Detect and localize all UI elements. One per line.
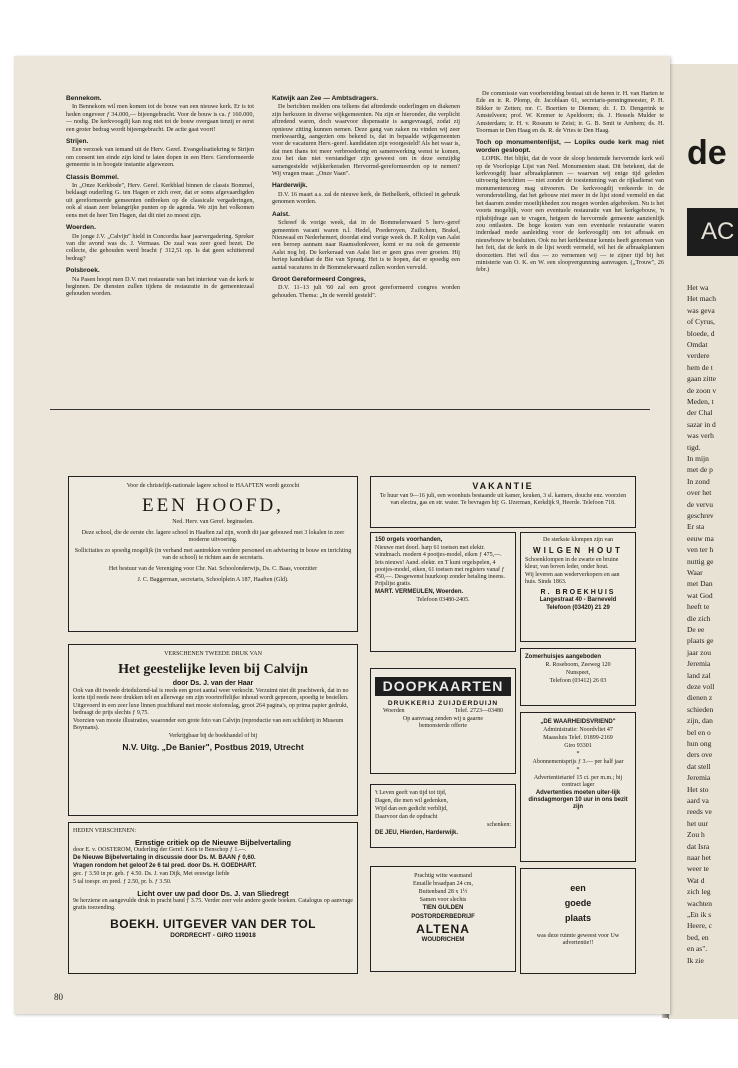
article-heading: Katwijk aan Zee — Ambtsdragers. bbox=[272, 95, 379, 102]
right-page-line: was verh bbox=[687, 431, 714, 441]
ad-text: Sollicitaties zo spoedig mogelijk (in verband met aantrekken verdere personeel en advisering in bouw en inrichting van de school) te richten aan de secretaris. bbox=[74, 548, 352, 561]
ad-text: Dagen, die men wil gedenken, bbox=[375, 798, 448, 804]
ad-text: Advertenties moeten uiter-lijk dinsdagmorgen 10 uur in ons bezit zijn bbox=[528, 790, 628, 810]
ad-text: Buitenband 28 x 1½ bbox=[418, 889, 468, 895]
ad-text: Wij leveren aan wederverkopers en aan huis. Sinds 1863. bbox=[525, 572, 620, 585]
ad-text: Advertentietarief 15 ct. per m.m.; bij contract lager bbox=[533, 775, 623, 788]
right-page-line: Het sto bbox=[687, 784, 709, 794]
ad-text: Woerden bbox=[383, 708, 405, 714]
ad-text: goede bbox=[564, 898, 592, 908]
right-page-line: tigd. bbox=[687, 442, 701, 452]
ad-text: Daarvoor dan de opdracht bbox=[375, 814, 438, 820]
article-heading: Harderwijk. bbox=[272, 182, 308, 190]
right-page-line: Zou h bbox=[687, 830, 705, 840]
ad-text: Deze school, die de eerste chr. lagere school in Haaften zal zijn, wordt dit jaar gebouwd met 3 lokalen in zeer moderne uitvoering. bbox=[81, 530, 345, 543]
right-page-line: der Chal bbox=[687, 408, 713, 418]
ad-text: Samen voor slechts bbox=[419, 897, 467, 903]
right-page-line: Het mach bbox=[687, 294, 716, 304]
right-page-line: over het bbox=[687, 488, 712, 498]
ad-title: VAKANTIE bbox=[472, 481, 534, 491]
article-body: De berichten melden ons telkens dat aftredende ouderlingen en diakenen zijn herkozen in diverse wijkgemeenten. Nu zijn er hieronder, die verplicht aftredend waren, doch waarvoor dispensatie is aangevraagd, zodat zij opnieuw zitting kunnen nemen. Deze gang van zaken nu vinden wij zeer merkwaardig, aangezien ons bekend is, dat in bepaalde wijkgemeenten voor de vacaturen Herv.-geref. kandidaten zijn voorgesteld! Als het waar is, dat men thans tot meer verbroedering en samenwerking wenst te komen, zou het dan niet verstandiger zijn geweest om in deze eenzijdig samengestelde wijkkerkeraden Hervormd-gereformeerden op te nemen? Wij vragen maar. „Onze Vaan". bbox=[272, 103, 460, 178]
article-heading: Polsbroek. bbox=[66, 267, 100, 275]
right-page-line: gaan zitte bbox=[687, 374, 716, 384]
ad-text: schenken: bbox=[487, 822, 511, 828]
right-page-line: Het wa bbox=[687, 283, 709, 292]
right-page-line: en as". bbox=[687, 944, 708, 954]
right-page-line: met Dan bbox=[687, 579, 713, 589]
right-page-line: sazar in d bbox=[687, 419, 716, 429]
right-page-line: „En ik s bbox=[687, 910, 712, 919]
ad-text: MART. VERMEULEN, Woerden. bbox=[375, 589, 464, 595]
ad-text: Telefoon (03420) 21 29 bbox=[546, 605, 610, 611]
right-page-line: Jeremia bbox=[687, 773, 711, 783]
ad-divider: * bbox=[576, 751, 580, 757]
right-page-line: De ee bbox=[687, 625, 705, 634]
right-page-line: met de p bbox=[687, 465, 713, 475]
article-body: In Bennekom wil men komen tot de bouw van een nieuwe kerk. Er is tot heden ongeveer ƒ 34.000,— bijeengebracht. Voor de bouw is ca. ƒ 160.000,— nodig. De kerkvoogdij kan nog niet tot de bouw overgaan tenzij er eerst een groter bedrag wordt bijeengebracht. De actie gaat voort! bbox=[66, 103, 254, 133]
ad-text: Nunspeet, bbox=[565, 670, 591, 676]
right-page-line: hun ong bbox=[687, 739, 712, 748]
ad-text: Emaille braadpan 24 cm, bbox=[413, 881, 473, 887]
right-page-line: deze voll bbox=[687, 682, 715, 691]
right-page bbox=[668, 64, 738, 1019]
ad-text: De Nieuwe Bijbelvertaling in discussie door Ds. M. BAAN ƒ 0,60. bbox=[73, 855, 256, 861]
ad-zomerhuisjes bbox=[520, 648, 636, 706]
ad-text: Telefoon 03480-2405. bbox=[416, 597, 470, 603]
ad-goede-plaats bbox=[520, 868, 636, 974]
right-page-line: Heere, c bbox=[687, 921, 712, 931]
right-page-line: Ik zie bbox=[687, 955, 704, 965]
ad-text: Ook van dit tweede driedulzend-tal is reeds een groot aantal weer verkocht. Verzuimt niet dit prachtwerk, dat in no korte tijd reeds twee drukken telt en allerwege om zijn voortreffelijke inhoud wordt geprezen, spoedig te bestellen. bbox=[73, 688, 349, 701]
ad-text: WOUDRICHEM bbox=[421, 937, 465, 943]
right-page-line: verdere bbox=[687, 351, 710, 361]
right-page-line: ders ove bbox=[687, 750, 713, 760]
ad-vakantie bbox=[370, 476, 636, 528]
ad-text: was deze ruimte geweest voor Uw advertentie!! bbox=[536, 933, 620, 946]
ad-text: Uitgevoerd in een zeer luxe linnen prachtband met mooie stofomslag, groot 264 pagina's, op prima papier gedrukt, bedraagt de prijs slechts ƒ 9,75. bbox=[73, 703, 349, 716]
ad-text: R. Roseboom, Zeeweg 120 bbox=[545, 662, 611, 668]
col3-articles bbox=[476, 139, 664, 273]
ad-text: Maassluis Telef. 01899-2169 bbox=[543, 735, 613, 741]
right-page-line: plaats ge bbox=[687, 636, 714, 646]
ad-doopkaarten bbox=[370, 668, 516, 774]
ad-text: Langestraat 40 - Barneveld bbox=[539, 597, 617, 603]
ad-text: Iets nieuws! Aand. elektr. en T kunt orgelspelen, 4 pootjes-model, eiken, 61 toetsen met registers vanaf ƒ 450,—. Desgewenst huurkoop zonder betaling ineens. Prijslijst gratis. bbox=[375, 560, 505, 587]
right-page-line: schieden bbox=[687, 704, 714, 714]
ad-text: Verkrijgbaar bij de boekhandel of bij bbox=[168, 733, 258, 739]
right-page-line: bloede, d bbox=[687, 328, 715, 338]
right-page-line: dat stell bbox=[687, 761, 711, 771]
right-page-line: bel en o bbox=[687, 727, 711, 737]
column-2 bbox=[272, 90, 460, 301]
right-page-line: dat Isra bbox=[687, 841, 710, 851]
ad-text: R. BROEKHUIS bbox=[540, 589, 616, 596]
ad-text: plaats bbox=[564, 913, 591, 923]
article-body: LOPIK. Het blijkt, dat de voor de sloop bestemde hervormde kerk wél op de Voorlopige Lijst van Ned. Monumenten staat. Dit betekent, dat de kerkvoogdij haar afbraakplannen — waarvan wij enige tijd geleden uitvoerig berichtten — niet zonder de toestemming van de rijksdienst van monumentenzorg mag uitvoeren. De kerkvoogdij verkeerde in de veronderstelling, dat het gebouw niet meer in de lijst stond vermeld en dat het daarom zonder moeilijkheden zou mogen worden afgebroken. Nu is het voorts mogelijk, voor een eventuele restauratie van het kerkgebouw, 'n rijksbijdrage aan te vragen, hetgeen de hervormde gemeente aanzienlijk zou ontlasten. De hoge kosten van een eventuele restauratie waren inderdaad mede aanleiding voor de kerkvoogdij om tot afbraak en nieuwbouw te besluiten. Ook nu het kerkbestuur kennis heeft genomen van het feit, dat de kerk in de lijst wordt vermeld, wil het de afbraakplannen doorzetten. Het wil dus — zo vernemen wij — te zijner tijd bij het ministerie van O. K. en W. een sloopvergunning aanvragen. („Trouw", 26 febr.) bbox=[476, 155, 664, 274]
right-page-line: Meden, t bbox=[687, 397, 714, 406]
ad-title: DOOPKAARTEN bbox=[375, 677, 511, 696]
ad-wasmand bbox=[370, 866, 516, 972]
right-page-line: was geva bbox=[687, 305, 715, 315]
right-page-line: of Cyrus, bbox=[687, 317, 715, 327]
ad-text: 9e herziene en aangevulde druk in pracht band ƒ 3.75. Verder zeer vele andere goede boeken. Catalogus op aanvrage gratis toezending. bbox=[73, 898, 353, 911]
article-body: Na Pasen hoopt men D.V. met restauratie van het interieur van de kerk te beginnen. De diensten zullen tijdens de restauratie in de gemeentezaal gehouden worden. bbox=[66, 275, 254, 298]
ad-title: Licht over uw pad door Ds. J. van Sliedregt bbox=[137, 889, 289, 898]
article-heading: Strijen. bbox=[66, 138, 89, 146]
article-heading: Classis Bommel. bbox=[66, 173, 119, 181]
article-body: Een verzoek van iemand uit de Herv. Geref. Evangelisatiekring te Strijen om consent ten einde zijn kind te laten dopen in een Herv. Gereformeerde gemeente is in hoogste instantie afgewezen. bbox=[66, 146, 254, 169]
right-page-line: het uur bbox=[687, 818, 709, 828]
ad-publisher: N.V. Uitg. „De Banier", Postbus 2019, Utrecht bbox=[122, 742, 304, 752]
ad-text: Schoenklompen in de zwarte en bruine kleur, van boven leder, onder hout. bbox=[525, 557, 619, 570]
right-page-line: dienen z bbox=[687, 693, 713, 703]
ad-title: ALTENA bbox=[416, 922, 470, 936]
ad-text: door E. v. OOSTEROM, Ouderling der Geref. Kerk te Benschop ƒ 1.—. bbox=[73, 847, 247, 853]
ad-text: Telefoon (03412) 26 03 bbox=[549, 678, 607, 684]
article-heading: Woerden. bbox=[66, 224, 96, 232]
ad-title: Ernstige critiek op de Nieuwe Bijbelvertaling bbox=[134, 838, 292, 847]
section-divider bbox=[50, 409, 650, 410]
ad-text: Vragen rondom het geloof 2e 6 tal pred. door Ds. H. GOEDHART. bbox=[73, 863, 257, 869]
article-heading: Toch op monumentenlijst, — Lopiks oude kerk mag niet worden gesloopt. bbox=[476, 139, 664, 154]
ad-text: POSTORDERBEDRIJF bbox=[411, 914, 475, 920]
ad-klompen bbox=[520, 532, 636, 642]
ad-title: EEN HOOFD, bbox=[142, 495, 284, 516]
ad-text: gec. ƒ 3.50 in pr. geb. ƒ 4.50. Ds. J. van Dijk, Met eeuwige liefde bbox=[73, 871, 230, 877]
col3-intro: De commissie van voorbereiding bestaat uit de heren ir. H. van Harten te Ede en ir. R. Plomp, dr. Jacoblaan 61, secretaris-penningmeester, P. H. Bikker te Zetten; mr. C. Boertien te Diemen; dr. J. D. Dengerink te Amstelveen; prof. W. Kremer te Apeldoorn; ds. J. Hessels Mulder te Amsterdam; ir. H. v. Rossum te Zeist; ir. G. B. Smit te Arnhem; ds. H. Toorman te Den Haag en ds. R. de Vries te Den Haag. bbox=[476, 90, 664, 135]
column-1 bbox=[66, 90, 254, 300]
ad-title: Het geestelijke leven bij Calvijn bbox=[118, 662, 308, 677]
right-page-banner-text: AC bbox=[701, 218, 735, 245]
right-page-banner bbox=[687, 208, 738, 256]
right-page-line: Wat d bbox=[687, 875, 705, 885]
ad-title: Zomerhuisjes aangeboden bbox=[525, 654, 602, 660]
ad-text: TIEN GULDEN bbox=[422, 905, 464, 911]
right-page-line: Er sta bbox=[687, 522, 705, 532]
ad-text: 5 tal toespr. en pred. ƒ 2.50, pr. b. ƒ 3.50. bbox=[73, 879, 172, 885]
right-page-line: jaar zou bbox=[687, 647, 711, 657]
ad-text: Voor de christelijk-nationale lagere school te HAAFTEN wordt gezocht bbox=[126, 483, 300, 489]
right-page-line: wat God bbox=[687, 590, 713, 600]
right-page-line: ven ter h bbox=[687, 545, 714, 555]
ad-title: 150 orgels voorhanden, bbox=[375, 537, 443, 543]
ad-text: Giro 93301 bbox=[564, 743, 592, 749]
right-page-line: hem de t bbox=[687, 362, 713, 372]
right-page-line: In zond bbox=[687, 476, 710, 486]
ad-text-row bbox=[375, 708, 511, 715]
article-body: In „Onze Kerkbode", Herv. Geref. Kerkblad binnen de classis Bommel, beklaagt ouderling G. ten Hagen er zich over, dat er soms afgevaardigden uit gereformeerde gemeenten ontbreken op de classicale vergaderingen, ook al staan zeer belangrijke punten op de agenda. We zijn het volkomen eens met de heer Ten Hagen, dat dit niet zo moest zijn. bbox=[66, 182, 254, 219]
right-page-line: naar het bbox=[687, 853, 711, 862]
right-page-line: Omdat bbox=[687, 340, 708, 349]
right-page-line: nuttig ge bbox=[687, 556, 714, 566]
ad-bijbelvertaling bbox=[68, 822, 358, 974]
article-heading: Bennekom. bbox=[66, 95, 102, 102]
ad-gedicht bbox=[370, 784, 516, 848]
ad-author: door Ds. J. van der Haar bbox=[172, 680, 254, 687]
ad-text: VERSCHENEN TWEEDE DRUK VAN bbox=[164, 651, 262, 657]
article-heading: Groot Gereformeerd Congres, bbox=[272, 275, 366, 283]
right-page-line: zijn, dan bbox=[687, 716, 713, 726]
ad-text: 't Leven geeft van tijd tot tijd, bbox=[375, 790, 447, 796]
ad-text: Ned. Herv. van Geref. beginselen. bbox=[172, 519, 254, 525]
column-3 bbox=[476, 90, 664, 276]
ad-text: Op aanvraag zenden wij u gaarne bemonsterde offerte bbox=[402, 716, 484, 729]
ad-calvijn bbox=[68, 644, 358, 816]
ad-text: Het bestuur van de Vereniging voor Chr. Nat. Schoolonderwijs, Ds. C. Baas, voorzitter bbox=[108, 566, 318, 572]
right-page-line: geschrev bbox=[687, 511, 714, 520]
ad-text: Wijd dan een gedicht verblijd, bbox=[375, 806, 448, 812]
right-page-line: In mijn bbox=[687, 454, 709, 463]
ad-publisher: BOEKH. UITGEVER VAN DER TOL bbox=[110, 917, 316, 931]
ad-text: Nieuwe met doorl. harp 61 toetsen met elektr. windmach. modern 4 pootjes-model, eiken ƒ 475,—. bbox=[375, 545, 502, 558]
right-page-line: land zal bbox=[687, 670, 711, 680]
ad-text: Abonnementsprijs ƒ 3.— per half jaar bbox=[532, 759, 624, 765]
article-body: Schreef ik vorige week, dat in de Bommelerwaard 5 herv.-geref gemeenten vacant waren n.l. Hedel, Poederoyen, Zuilichem, Brakel, Nieuwaal en Nederhemert, doordat eind vorige week ds. P. Kolijn van Aalst een beroep aannam naar Raamsdonkveer, komt er nu ook de gemeente Aalst nog bij. De kerkeraad van Aalst liet er geen gras over groeien. Hij beriep kandidaat de Bie van Sprang. Het is te hopen, dat er spoedig een aantal vacatures in de Bommelerwaard zullen worden vervuld. bbox=[272, 219, 460, 271]
ad-text: een bbox=[570, 883, 586, 893]
right-page-line: die zich bbox=[687, 613, 711, 623]
ad-text: HEDEN VERSCHENEN: bbox=[73, 828, 137, 834]
right-page-line: zich leg bbox=[687, 887, 711, 897]
ad-een-hoofd bbox=[68, 476, 358, 632]
right-page-title: de bbox=[687, 134, 727, 172]
ad-waarheidsvriend bbox=[520, 712, 636, 862]
right-page-line: Jeremia bbox=[687, 659, 711, 669]
ad-orgels bbox=[370, 532, 516, 652]
right-page-line: eeuw ma bbox=[687, 533, 714, 543]
ad-text: DORDRECHT - GIRO 119018 bbox=[170, 932, 256, 939]
ad-divider: * bbox=[576, 767, 580, 773]
right-page-line: bed, en bbox=[687, 932, 709, 942]
right-page-line: de vervu bbox=[687, 499, 714, 509]
ad-text: De sterkste klompen zijn van bbox=[543, 537, 613, 543]
article-heading: Aalst. bbox=[272, 210, 290, 218]
article-body: De jonge J.V. „Calvijn" hield in Concordia haar jaarvergadering. Spreker van die avond was ds. J. Vermaas. De zaal was zeer goed bezet. De collecte, die gehouden werd bracht ƒ 312,51 op. Is dat geen schitterend bedrag? bbox=[66, 232, 254, 262]
right-page-line: wachten bbox=[687, 898, 712, 908]
ad-text: Voorzien van mooie illustraties, waaronder een grote foto van Calvijn (reproductie van een schilderij in Museum Boymans). bbox=[73, 718, 344, 731]
ad-title: WILGEN HOUT bbox=[533, 546, 623, 555]
article-body: D.V. 11–13 juli '60 zal een groot gereformeerd congres worden gehouden. Thema: „In de wereld gesteld". bbox=[272, 284, 460, 299]
right-page-line: aard va bbox=[687, 796, 709, 805]
right-page-line: heeft te bbox=[687, 602, 710, 612]
ad-text: Administratie: Noordvliet 47 bbox=[543, 727, 613, 733]
ad-text: J. C. Baggerman, secretaris, Schoolplein A 187, Haaften (Gld). bbox=[137, 577, 289, 583]
right-page-line: reeds ve bbox=[687, 807, 712, 817]
ad-text: DRUKKERIJ ZUIJDERDUIJN bbox=[387, 700, 499, 707]
right-page-line: Waar bbox=[687, 568, 703, 577]
ad-text: Prachtig witte wasmand bbox=[414, 873, 472, 879]
right-page-line: de zoon v bbox=[687, 385, 717, 395]
page-number: 80 bbox=[54, 992, 63, 1002]
ad-text: Telef. 2723—03480 bbox=[454, 708, 503, 714]
ad-title: „DE WAARHEIDSVRIEND" bbox=[540, 719, 616, 725]
ad-text: Te huur van 9—16 juli, een woonhuis bestaande uit kamer, keuken, 3 sl. kamers, douche enz. voorzien van electra, gas en str. water. Te bevragen bij: G. IJzerman, Kerkdijk 9, Heerde. Telefoon 718. bbox=[379, 493, 627, 506]
right-page-line: weer te bbox=[687, 864, 709, 874]
article-body: D.V. 16 maart a.s. zal de nieuwe kerk, de Bethelkerk, officieel in gebruik genomen worden. bbox=[272, 190, 460, 206]
ad-text: DE JEU, Hierden, Harderwijk. bbox=[375, 830, 459, 836]
